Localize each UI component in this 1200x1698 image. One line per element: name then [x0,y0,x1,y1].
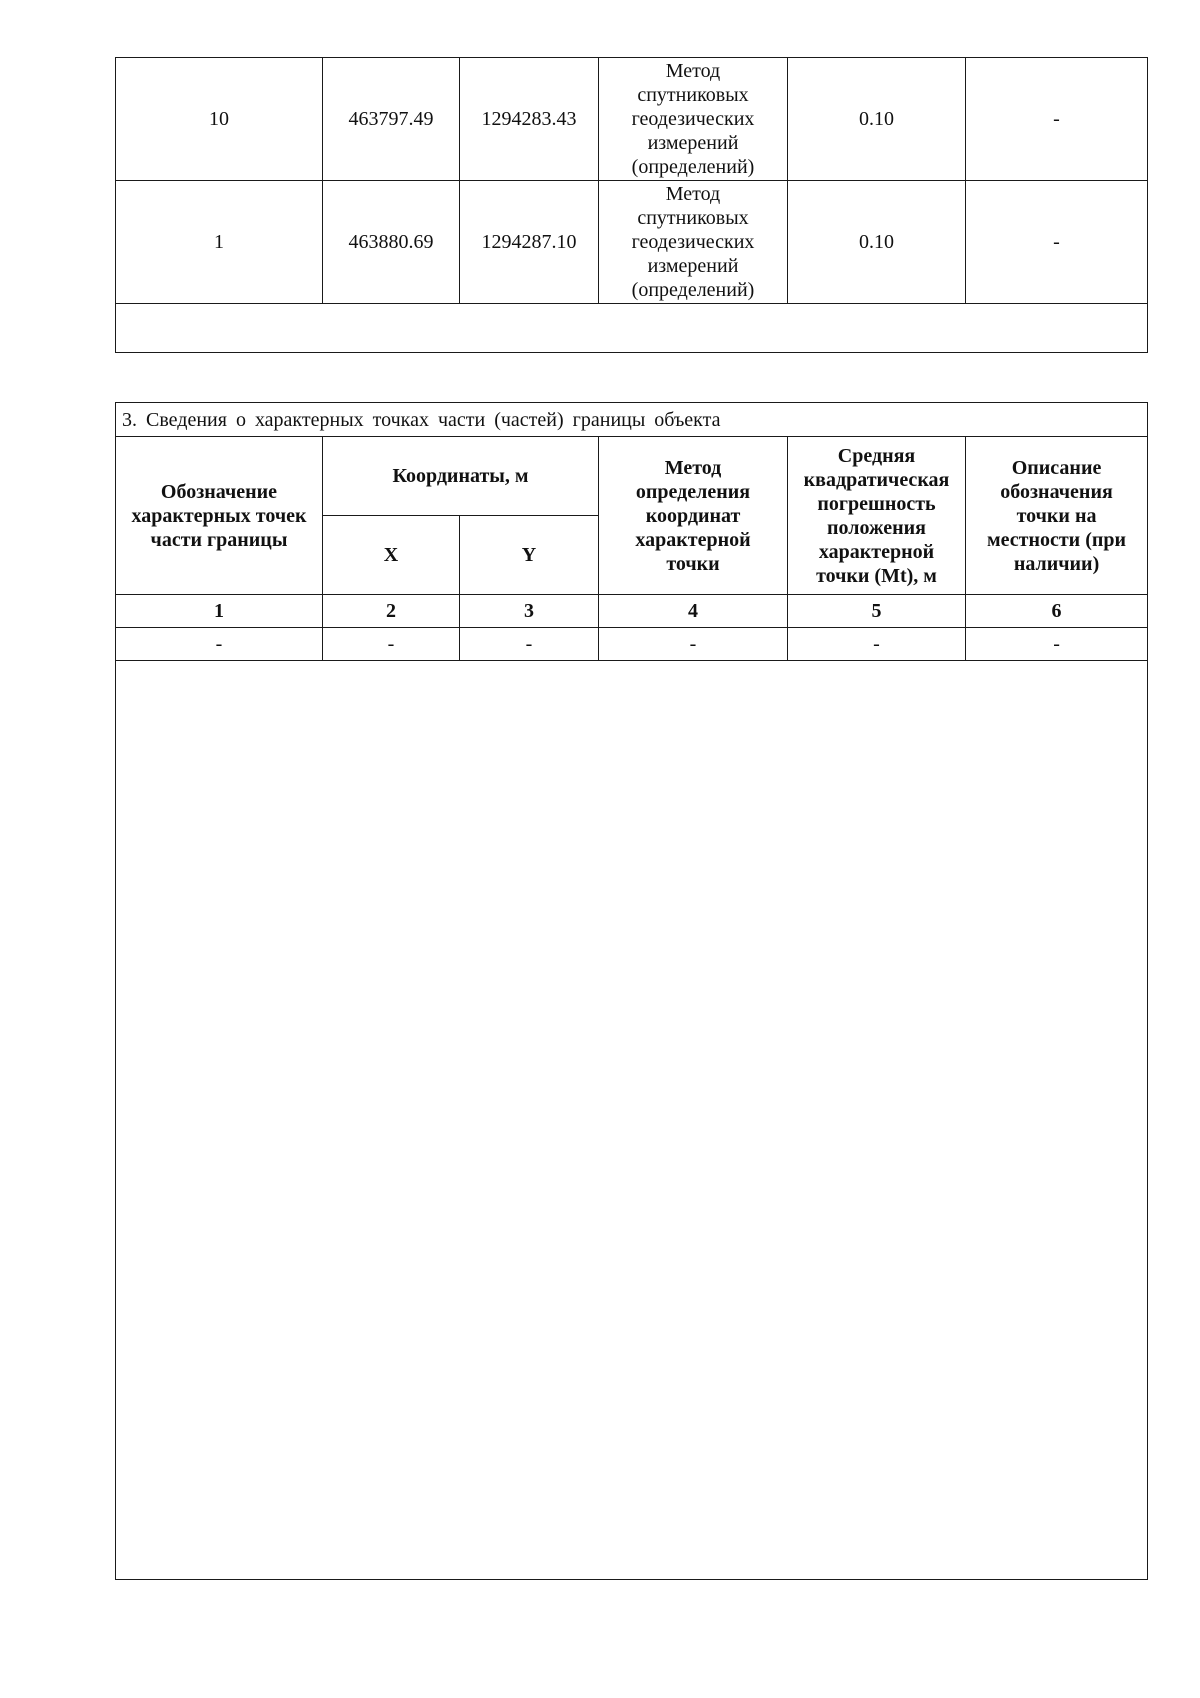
coordinate-y: 1294283.43 [460,58,599,181]
column-number: 2 [323,595,460,628]
method-line: геодезических [631,231,755,253]
empty-row [116,304,1148,353]
header-designation [116,437,323,595]
blank-area [116,661,1148,1580]
method-line: Метод [665,60,721,82]
header-line: Обозначение [160,480,278,503]
coordinates-table-continuation [115,57,1148,353]
method-cell [599,181,788,304]
point-number: 1 [116,181,323,304]
header-description [966,437,1148,595]
header-row [116,437,1148,516]
header-line: точки (Mt), м [816,564,937,587]
header-line: наличии) [1013,552,1100,575]
method-line: измерений [647,132,739,154]
header-line: местности (при [987,528,1127,551]
method-line: измерений [647,255,739,277]
header-line: положения [827,516,926,539]
blank-area-row [116,661,1148,1580]
header-line: характерных точек [131,504,307,527]
header-x: X [323,516,460,595]
header-line: определения [635,480,751,503]
header-line: характерной [635,528,751,551]
header-mean-square-error [788,437,966,595]
method-line: спутниковых [637,84,749,106]
column-number: 3 [460,595,599,628]
header-line: Метод [664,456,722,479]
dash-cell: - [323,628,460,661]
column-number: 6 [966,595,1148,628]
coordinate-x: 463797.49 [323,58,460,181]
section-3-part-boundary-points-table [115,402,1148,1580]
dash-cell: - [966,628,1148,661]
header-line: Средняя [837,444,916,467]
header-line: точки на [1016,504,1097,527]
method-cell [599,58,788,181]
method-line: (определений) [631,156,755,178]
method-line: геодезических [631,108,755,130]
dash-cell: - [460,628,599,661]
point-description: - [966,58,1148,181]
table-row [116,628,1148,661]
table-row [116,181,1148,304]
coordinate-y: 1294287.10 [460,181,599,304]
header-line: погрешность [817,492,936,515]
mean-square-error: 0.10 [788,181,966,304]
dash-cell: - [788,628,966,661]
dash-cell: - [116,628,323,661]
header-y: Y [460,516,599,595]
method-line: (определений) [631,279,755,301]
column-number: 4 [599,595,788,628]
header-line: квадратическая [803,468,950,491]
dash-cell: - [599,628,788,661]
header-coordinates: Координаты, м [323,437,599,516]
header-line: точки [666,552,720,575]
header-line: координат [645,504,741,527]
header-line: характерной [818,540,935,563]
method-line: Метод [665,183,721,205]
header-line: Описание [1011,456,1102,479]
header-line: обозначения [1000,480,1113,503]
coordinate-x: 463880.69 [323,181,460,304]
mean-square-error: 0.10 [788,58,966,181]
point-number: 10 [116,58,323,181]
section-title-row [116,403,1148,437]
method-line: спутниковых [637,207,749,229]
section-title: 3. Сведения о характерных точках части (частей) границы объекта [116,403,1148,437]
table-row [116,58,1148,181]
column-number: 5 [788,595,966,628]
header-line: части границы [150,528,288,551]
column-number-row [116,595,1148,628]
empty-cell [116,304,1148,353]
header-method [599,437,788,595]
column-number: 1 [116,595,323,628]
point-description: - [966,181,1148,304]
